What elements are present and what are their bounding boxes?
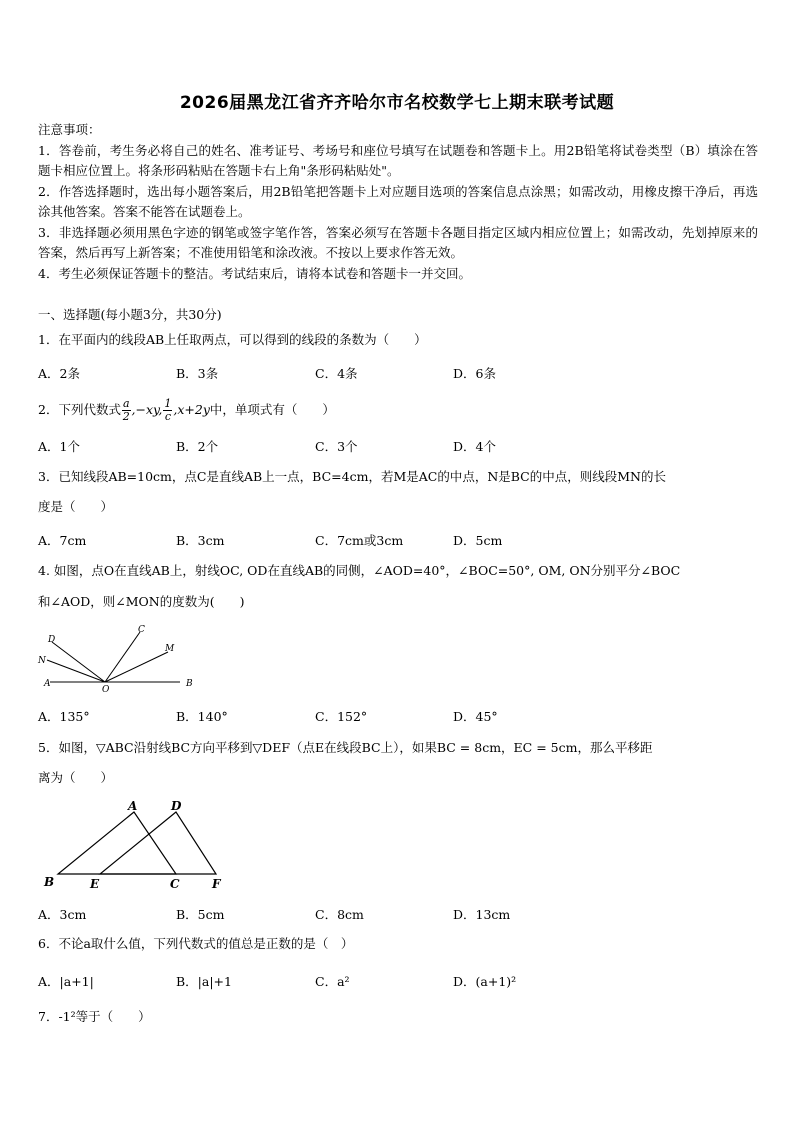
ray-om xyxy=(105,652,168,682)
q2-option-c: C．3个 xyxy=(315,439,358,454)
label-b: B xyxy=(186,679,193,689)
q1-option-b: B．3条 xyxy=(176,366,219,381)
question-2-stem xyxy=(38,397,335,423)
q3-option-d: D．5cm xyxy=(453,533,503,548)
label-n: N xyxy=(38,656,46,666)
q3-option-a: A．7cm xyxy=(38,533,87,548)
question-3-line-2: 度是（ ） xyxy=(38,499,114,514)
q2-fraction-2: $\frac{1}{c}$ xyxy=(164,397,172,423)
q2-option-b: B．2个 xyxy=(176,439,219,454)
q2-stem-after: 中，单项式有（ ） xyxy=(209,402,335,417)
q6-option-d: D．(a+1)² xyxy=(453,974,517,989)
notes-heading: 注意事项： xyxy=(38,122,101,137)
label-c: C xyxy=(170,877,180,891)
q4-option-a: A．135° xyxy=(38,709,90,724)
q2-option-a: A．1个 xyxy=(38,439,80,454)
q2-fraction-1: $\frac{a}{2}$ xyxy=(122,397,130,423)
q2-expr-2: ,x+2y xyxy=(173,402,210,417)
q5-option-d: D．13cm xyxy=(453,907,511,922)
q2-expr-1: ,−xy, xyxy=(131,402,163,417)
q6-option-c: C．a² xyxy=(315,974,350,989)
q6-option-b: B．|a|+1 xyxy=(176,974,232,989)
question-1-stem: 1．在平面内的线段AB上任取两点，可以得到的线段的条数为（ ） xyxy=(38,332,427,347)
q5-figure xyxy=(38,796,238,896)
q1-option-d: D．6条 xyxy=(453,366,496,381)
question-5-line-2: 离为（ ） xyxy=(38,770,114,785)
question-5-line-1: 5．如图，▽ABC沿射线BC方向平移到▽DEF（点E在线段BC上），如果BC = 8cm，EC = 5cm，那么平移距 xyxy=(38,740,653,755)
notes-item: 4．考生必须保证答题卡的整洁。考试结束后，请将本试卷和答题卡一并交回。 xyxy=(38,265,471,281)
label-e: E xyxy=(90,877,100,891)
label-b: B xyxy=(44,875,55,889)
ray-on xyxy=(47,660,105,682)
label-m: M xyxy=(165,644,175,654)
q5-option-c: C．8cm xyxy=(315,907,364,922)
label-d: D xyxy=(48,635,56,645)
label-a: A xyxy=(44,679,51,689)
ray-oc xyxy=(105,632,140,682)
question-4-line-1: 4. 如图，点O在直线AB上，射线OC, OD在直线AB的同侧，∠AOD=40°，∠BOC=50°, OM, ON分别平分∠BOC xyxy=(38,563,681,578)
triangle-def xyxy=(100,812,216,874)
question-3-line-1: 3．已知线段AB=10cm，点C是直线AB上一点，BC=4cm，若M是AC的中点，N是BC的中点，则线段MN的长 xyxy=(38,469,666,484)
label-o: O xyxy=(102,685,110,695)
q4-option-d: D．45° xyxy=(453,709,498,724)
notes-item: 2．作答选择题时，选出每小题答案后，用2B铅笔把答题卡上对应题目选项的答案信息点涂黑；如需改动，用橡皮擦干净后，再选涂其他答案。答案不能答在试题卷上。 xyxy=(38,183,758,219)
q4-option-c: C．152° xyxy=(315,709,368,724)
label-a: A xyxy=(128,799,138,813)
label-d: D xyxy=(171,799,182,813)
question-7-stem: 7．-1²等于（ ） xyxy=(38,1009,151,1024)
q3-option-b: B．3cm xyxy=(176,533,225,548)
q3-option-c: C．7cm或3cm xyxy=(315,533,404,548)
q1-option-a: A．2条 xyxy=(38,366,80,381)
label-f: F xyxy=(212,877,221,891)
question-6-stem: 6．不论a取什么值，下列代数式的值总是正数的是（ ） xyxy=(38,936,354,951)
page-title: 2026届黑龙江省齐齐哈尔市名校数学七上期末联考试题 xyxy=(179,93,615,113)
q1-option-c: C．4条 xyxy=(315,366,358,381)
notes-item: 1．答卷前，考生务必将自己的姓名、准考证号、考场号和座位号填写在试题卷和答题卡上。用2B铅笔将试卷类型（B）填涂在答题卡相应位置上。将条形码粘贴在答题卡右上角"条形码粘贴处"。 xyxy=(38,142,758,178)
notes-item: 3．非选择题必须用黑色字迹的钢笔或签字笔作答，答案必须写在答题卡各题目指定区域内相应位置上；如需改动，先划掉原来的答案，然后再写上新答案；不准使用铅笔和涂改液。不按以上要求作答无效。 xyxy=(38,224,758,260)
question-4-line-2: 和∠AOD，则∠MON的度数为( ) xyxy=(38,594,245,609)
triangle-abc xyxy=(58,812,176,874)
q6-option-a: A．|a+1| xyxy=(38,974,94,989)
notes-block xyxy=(38,120,758,284)
q5-option-b: B．5cm xyxy=(176,907,225,922)
q4-figure xyxy=(30,618,210,698)
label-c: C xyxy=(138,625,145,635)
q2-stem-before: 2．下列代数式 xyxy=(38,402,121,417)
q4-option-b: B．140° xyxy=(176,709,228,724)
section-heading: 一、选择题(每小题3分，共30分) xyxy=(38,307,222,322)
ray-od xyxy=(52,642,105,682)
q5-option-a: A．3cm xyxy=(38,907,87,922)
q2-option-d: D．4个 xyxy=(453,439,496,454)
